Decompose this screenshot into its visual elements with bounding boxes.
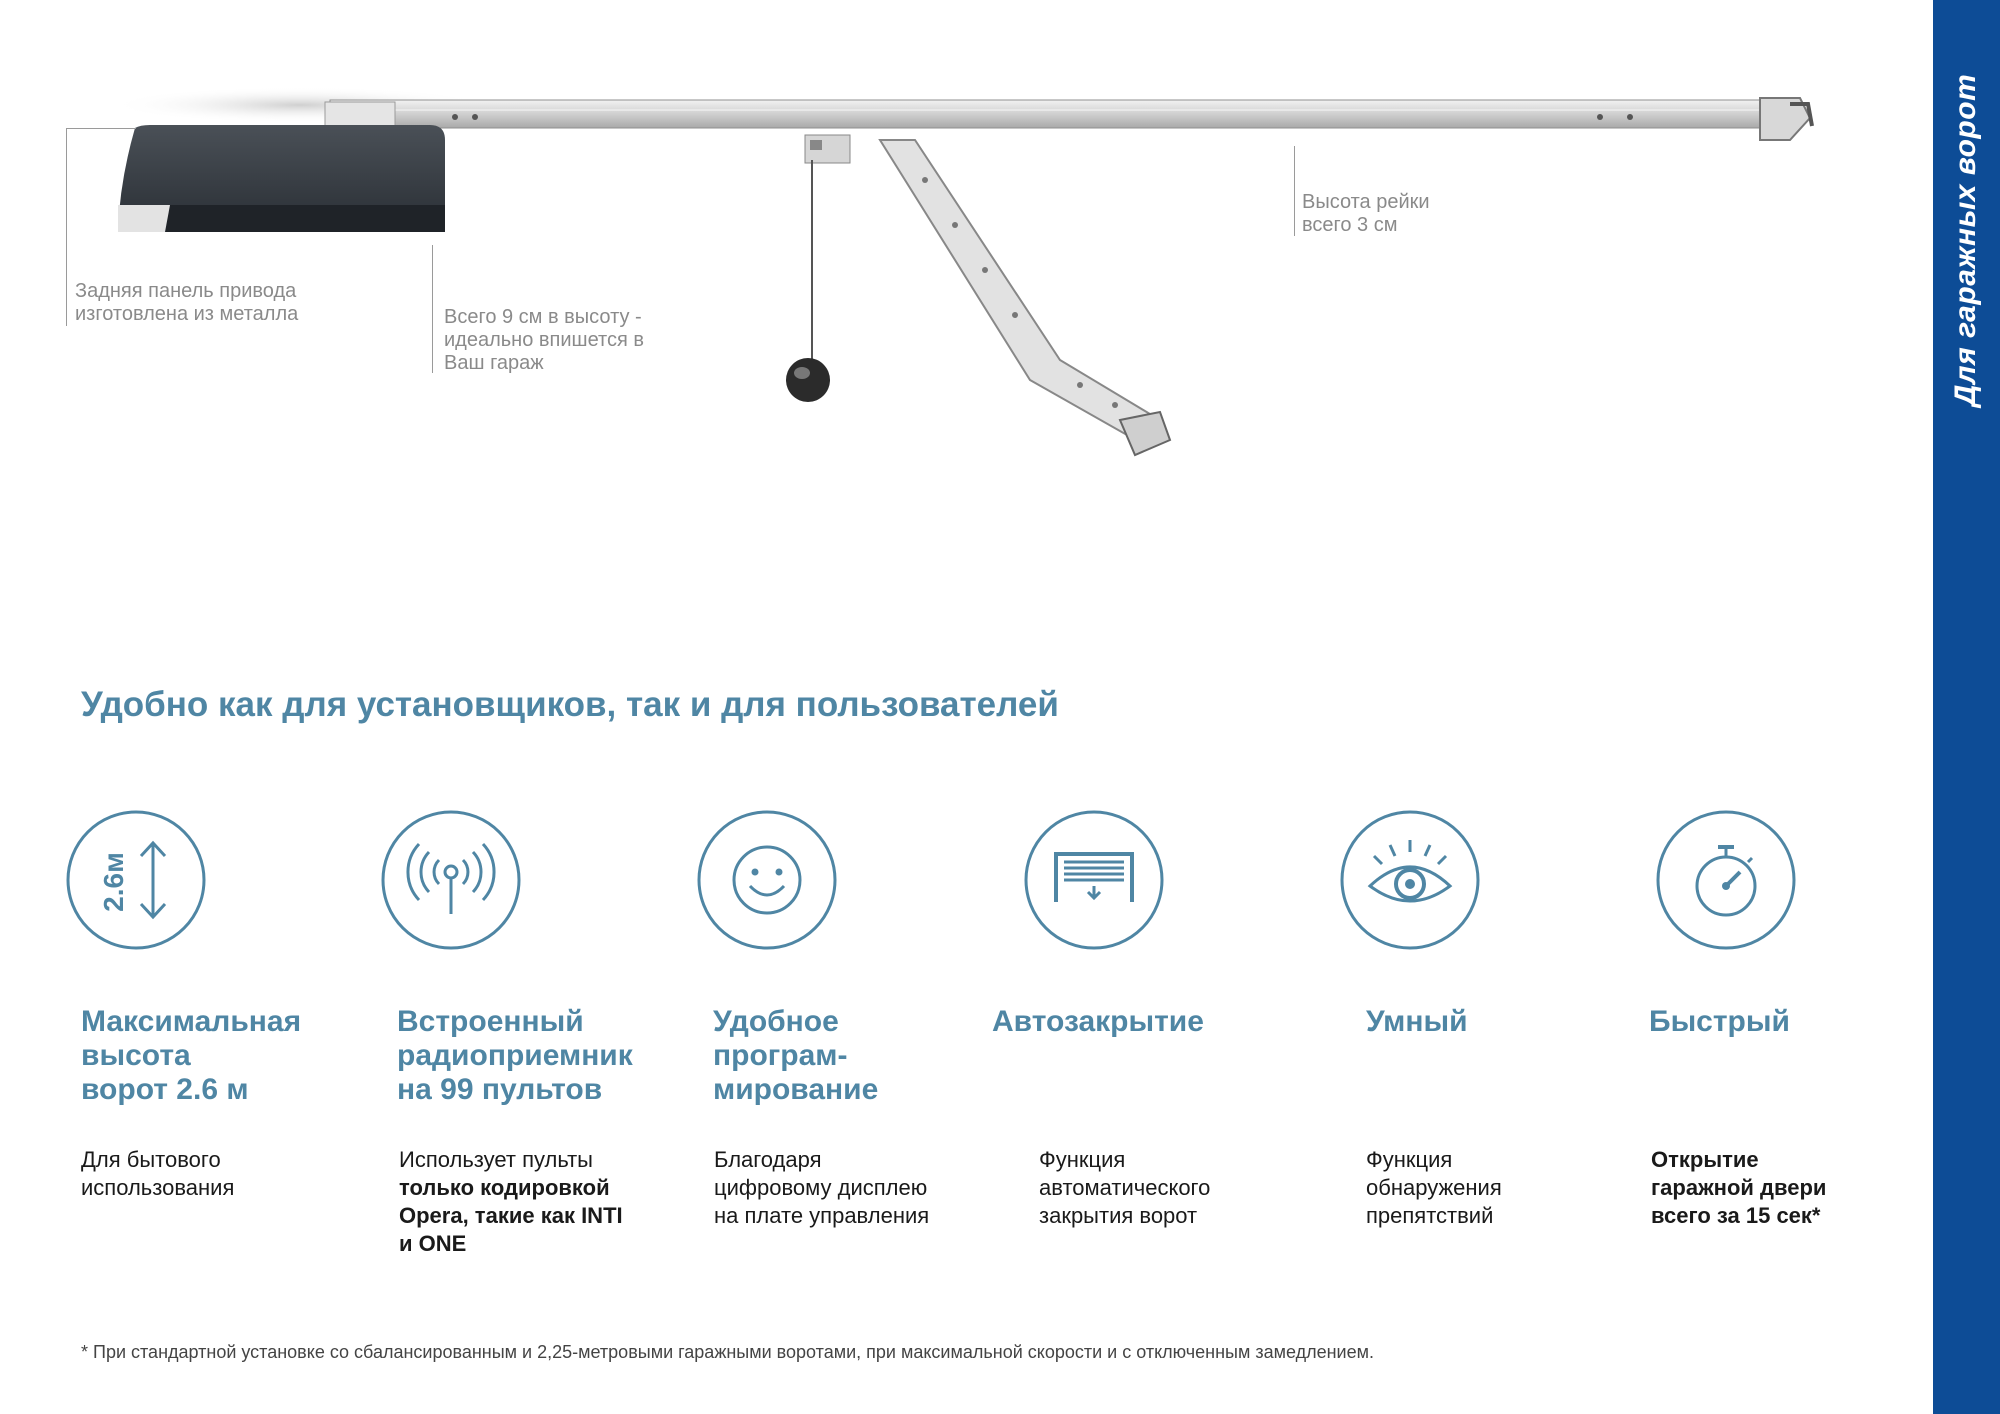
feature-title-smart: Умный (1366, 1005, 1468, 1038)
side-label: Для гаражных ворот (1949, 73, 1982, 407)
feature-desc-programming (714, 1146, 929, 1230)
feature-desc-fast (1651, 1146, 1826, 1230)
feature-title-programming: Удобное програм- мирование (713, 1005, 879, 1106)
feature-desc-bold: только кодировкой Opera, такие как INTI и ONE (399, 1175, 623, 1256)
callout-line-back-panel (66, 128, 67, 326)
feature-desc-text: Для бытового использования (81, 1147, 235, 1200)
feature-desc-autoclose (1039, 1146, 1210, 1230)
callout-rail: Высота рейки всего 3 см (1302, 191, 1430, 236)
feature-desc-bold: Открытие гаражной двери всего за 15 сек* (1651, 1147, 1827, 1228)
callout-height: Всего 9 см в высоту - идеально впишется в Ваш гараж (444, 306, 644, 374)
feature-desc-text: Использует пульты (399, 1147, 593, 1172)
feature-desc-text: Благодаря цифровому дисплею на плате управления (714, 1147, 930, 1228)
feature-title-radio: Встроенный радиоприемник на 99 пультов (397, 1005, 633, 1106)
callout-back-panel: Задняя панель привода изготовлена из металла (75, 280, 299, 325)
opener-illustration (0, 0, 1900, 480)
feature-desc-max-height (81, 1146, 234, 1202)
smiley-icon (697, 810, 837, 950)
garage-door-icon (1024, 810, 1164, 950)
feature-desc-smart (1366, 1146, 1502, 1230)
feature-desc-text: Функция автоматического закрытия ворот (1039, 1147, 1211, 1228)
stopwatch-icon (1656, 810, 1796, 950)
feature-title-fast: Быстрый (1649, 1005, 1790, 1038)
footnote: * При стандартной установке со сбалансированным и 2,25-метровыми гаражными воротами, при максимальной скорости и с отключенным замедлением. (81, 1342, 1375, 1362)
height-arrow-icon (66, 810, 206, 950)
feature-desc-text: Функция обнаружения препятствий (1366, 1147, 1502, 1228)
callout-line-height (432, 245, 433, 373)
feature-title-autoclose: Автозакрытие (992, 1005, 1204, 1038)
eye-icon (1340, 810, 1480, 950)
feature-title-max-height: Максимальная высота ворот 2.6 м (81, 1005, 302, 1106)
section-title: Удобно как для установщиков, так и для пользователей (81, 685, 1059, 724)
callout-tick-back-panel (66, 128, 136, 129)
height-icon-label: 2.6м (98, 852, 129, 912)
feature-desc-radio (399, 1146, 623, 1258)
callout-line-rail (1294, 146, 1295, 236)
radio-antenna-icon (381, 810, 521, 950)
